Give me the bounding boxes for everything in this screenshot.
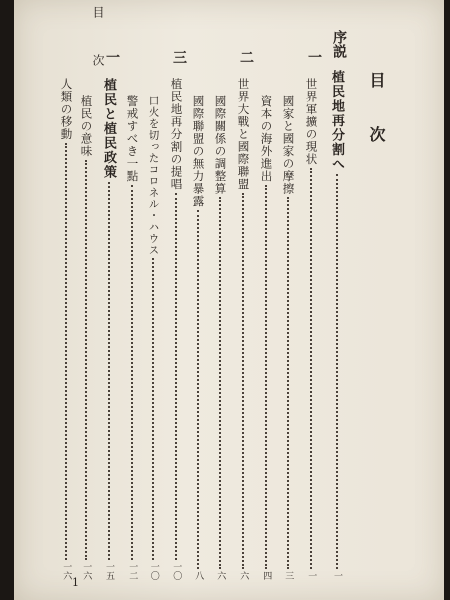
- toc-entry-c1-1b[interactable]: [260, 95, 272, 580]
- leader-dots: [108, 182, 110, 561]
- toc-entry-c1-1a[interactable]: [282, 95, 294, 580]
- toc-entry-c1-3[interactable]: [170, 78, 182, 580]
- toc-entry-c1-3a[interactable]: [148, 95, 159, 580]
- toc-entry-c1[interactable]: [330, 70, 343, 580]
- toc-entry-text: 植民地再分割の提唱: [169, 78, 184, 191]
- section-numeral: 三: [171, 50, 187, 64]
- toc-entry-c2-1[interactable]: [80, 95, 92, 580]
- page-number: 一二: [127, 562, 138, 580]
- leader-dots: [336, 174, 338, 570]
- page-number: 六: [215, 571, 226, 580]
- page-number: 六: [238, 571, 249, 580]
- toc-entry-c1-3b[interactable]: [126, 95, 138, 580]
- leader-dots: [219, 197, 221, 569]
- page-number: 一: [332, 571, 342, 580]
- leader-dots: [265, 185, 267, 570]
- toc-entry-c2-2[interactable]: [60, 78, 72, 580]
- running-head: 目次: [91, 6, 105, 102]
- leader-dots: [197, 210, 199, 570]
- leader-dots: [65, 143, 67, 561]
- leader-dots: [242, 193, 244, 570]
- section-numeral: 二: [238, 50, 254, 64]
- leader-dots: [310, 168, 312, 570]
- toc-entry-c1-2b[interactable]: [192, 95, 204, 580]
- toc-entry-c1-2a[interactable]: [214, 95, 226, 580]
- page-number: 一六: [61, 562, 72, 580]
- page-number: 八: [193, 571, 204, 580]
- page-number: 四: [261, 571, 272, 580]
- leader-dots: [85, 160, 87, 561]
- toc-entry-text: 人類の移動: [59, 78, 74, 141]
- leader-dots: [152, 258, 154, 560]
- toc-entry-c1-2[interactable]: [237, 78, 249, 580]
- leader-dots: [131, 185, 133, 561]
- preface-label: 序説: [331, 30, 347, 58]
- toc-entry-c1-1[interactable]: [305, 78, 317, 580]
- toc-entry-text: 植民と植民政策: [101, 78, 116, 180]
- section-numeral: 一: [104, 50, 120, 64]
- page-number: 一六: [81, 562, 92, 580]
- page-number: 一: [306, 571, 317, 580]
- page-number: 三: [283, 571, 294, 580]
- page-number: 一〇: [171, 562, 182, 580]
- leader-dots: [175, 193, 177, 561]
- page-number: 一〇: [148, 562, 159, 580]
- toc-entry-text: 植民地再分割へ: [329, 70, 344, 172]
- toc-entry-text: 警戒すべき一點: [125, 95, 140, 183]
- section-numeral: 一: [306, 50, 322, 64]
- leader-dots: [287, 197, 289, 569]
- page-number: 一五: [104, 562, 114, 580]
- toc-entry-text: 國際聯盟の無力暴露: [191, 95, 206, 208]
- toc-entry-text: 口火を切ったコロネル・ハウス: [147, 95, 160, 256]
- page-folio: 1: [72, 576, 79, 589]
- toc-entry-text: 世界軍擴の現状: [304, 78, 319, 166]
- toc-entry-text: 資本の海外進出: [259, 95, 274, 183]
- toc-entry-c2[interactable]: [102, 78, 115, 580]
- toc-entry-text: 世界大戰と國際聯盟: [236, 78, 251, 191]
- toc-entry-text: 植民の意味: [79, 95, 94, 158]
- toc-entry-text: 國家と國家の摩擦: [281, 95, 296, 195]
- book-page: [14, 0, 444, 600]
- toc-entry-text: 國際關係の調整算: [213, 95, 228, 195]
- page-title: 目次: [367, 72, 386, 180]
